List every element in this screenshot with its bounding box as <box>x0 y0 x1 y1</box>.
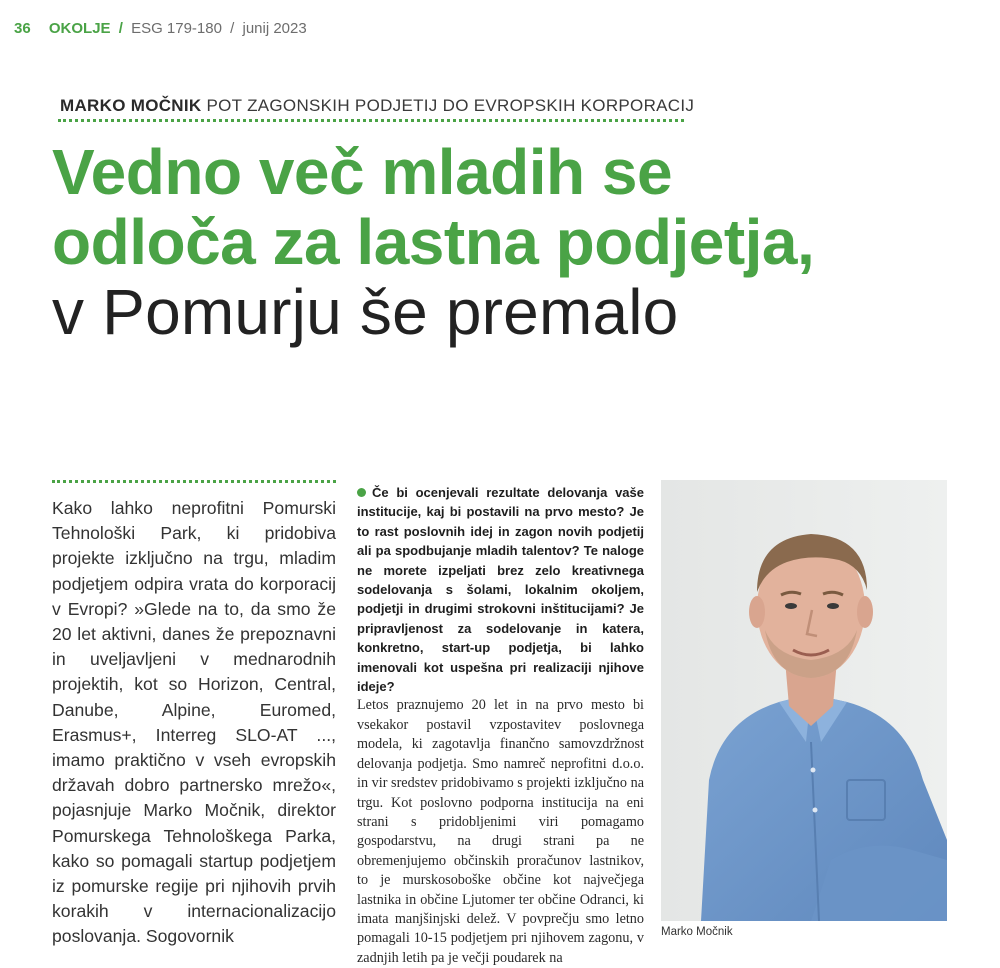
headline-line-2: odloča za lastna podjetja, <box>52 206 815 278</box>
header-separator: / <box>118 20 123 37</box>
kicker-topic: POT ZAGONSKIH PODJETIJ DO EVROPSKIH KORPORACIJ <box>206 96 695 115</box>
question-bullet-icon <box>357 488 366 497</box>
lead-paragraph: Kako lahko neprofitni Pomurski Tehnološki Park, ki pridobiva projekte izključno na trgu, mladim podjetjem odpira vrata do korporacij v Evropi? »Glede na to, da smo že 20 let aktivni, danes že prepoznavni in uveljavljeni v mednarodnih projektih, kot so Horizon, Central, Danube, Alpine, Euromed, Erasmus+, Interreg SLO-AT ..., imamo praktično v vseh evropskih državah dobro partnersko mrežo«, pojasnjuje Marko Močnik, direktor Pomurskega Tehnološkega Parka, kako so pomagali startup podjetjem iz pomurske regije pri njihovih prvih korakih v internacionalizacijo poslovanja. Sogovornik <box>52 498 336 947</box>
interview-answer: Letos praznujemo 20 let in na prvo mesto bi vsekakor postavil vzpostavitev poslovnega modela, ki zagotavlja finančno samovzdržnost delovanja podjetja. Smo namreč neprofitni d.o.o. in vir sredstev pridobivamo s projekti izključno na trgu. Kot poslovno podporna institucija na eni strani s pridobljenimi viri pomagamo gospodarstvu, na drugi strani pa ne obremenjujemo občinskih proračunov lastnikov, to je murskosoboške občine kot največjega lastnika in občine Ljutomer ter občine Odranci, ki imata manjšinjski delež. V povprečju smo letno pomagali 10-15 podjetjem pri njihovem zagonu, v zadnjih letih pa je večji poudarek na <box>357 697 644 966</box>
portrait-photo <box>661 480 947 921</box>
photo-caption: Marko Močnik <box>661 926 733 938</box>
portrait-illustration <box>661 480 947 921</box>
page-number: 36 <box>14 20 31 37</box>
interview-column <box>357 483 644 968</box>
running-header <box>14 20 307 37</box>
lead-column <box>52 496 336 950</box>
headline-line-1: Vedno več mladih se <box>52 136 673 208</box>
headline <box>52 137 814 347</box>
kicker <box>60 96 694 116</box>
kicker-dotted-rule <box>58 119 684 122</box>
issue-number: ESG 179-180 <box>131 20 222 37</box>
interview-question <box>357 483 644 696</box>
issue-date: junij 2023 <box>242 20 307 37</box>
header-separator-2: / <box>230 20 235 37</box>
headline-line-3: v Pomurju še premalo <box>52 276 679 348</box>
kicker-author: MARKO MOČNIK <box>60 96 202 115</box>
lead-dotted-rule <box>52 480 336 483</box>
question-text: Če bi ocenjevali rezultate delovanja vaše institucije, kaj bi postavili na prvo mesto? Je to rast poslovnih idej in zagon novih podjetij ali pa spodbujanje mladih talentov? Te naloge ne morete izpeljati brez zelo kreativnega sodelovanja s šolami, lokalnim okoljem, podjetji in drugimi strokovni inštitucijami? Je pripravljenost za sodelovanje in katera, konkretno, start-up podjetja, bi lahko imenovali kot uspešna pri realizaciji njihove ideje? <box>357 485 644 695</box>
section-name: OKOLJE <box>48 20 111 37</box>
